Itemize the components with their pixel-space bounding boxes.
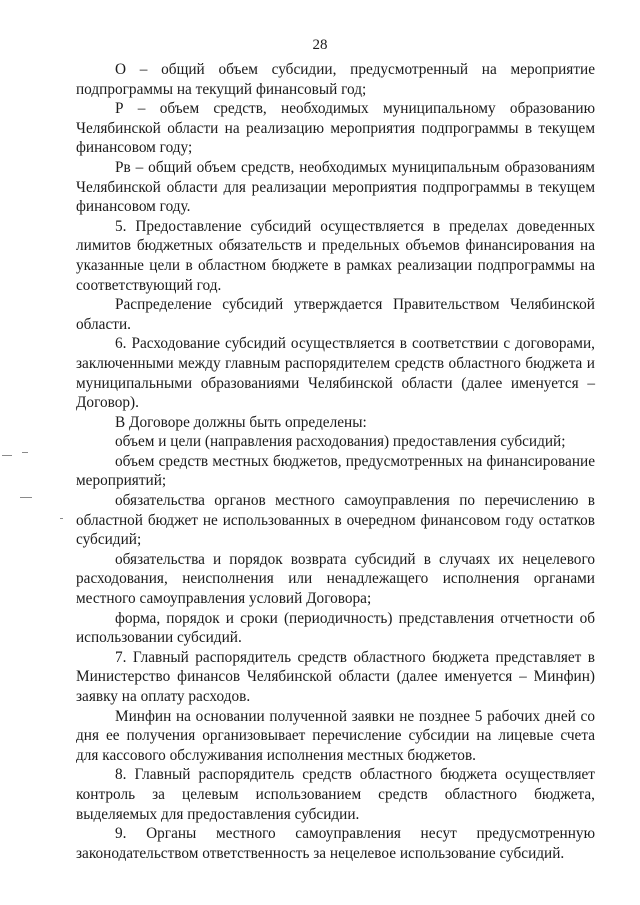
paragraph-definition-o: О – общий объем субсидии, предусмотренный на мероприятие подпрограммы на текущий финансовый год; xyxy=(76,61,595,98)
margin-scan-mark xyxy=(2,455,12,456)
list-item: обязательства органов местного самоуправления по перечислению в областной бюджет не использованных в очередном финансовом году остатков субсидий; xyxy=(76,492,595,549)
paragraph-definition-p: Р – объем средств, необходимых муниципальному образованию Челябинской области на реализацию мероприятия подпрограммы в текущем финансовом году; xyxy=(76,100,595,157)
margin-scan-mark xyxy=(20,497,32,498)
paragraph-definition-pv: Рв – общий объем средств, необходимых муниципальным образованиям Челябинской области для реализации мероприятия подпрограммы в текущем финансовом году. xyxy=(76,158,595,216)
paragraph-distribution: Распределение субсидий утверждается Правительством Челябинской области. xyxy=(76,296,595,333)
list-item: объем средств местных бюджетов, предусмотренных на финансирование мероприятий; xyxy=(76,452,595,490)
list-item: форма, порядок и сроки (периодичность) представления отчетности об использовании субсидий. xyxy=(76,609,595,647)
paragraph-clause-5: 5. Предоставление субсидий осуществляется в пределах доведенных лимитов бюджетных обязательств и предельных объемов финансирования на указанные цели в областном бюджете в рамках реализации подпрограммы на соответствующий год. xyxy=(76,217,595,294)
document-body xyxy=(76,60,595,863)
list-item: объем и цели (направления расходования) предоставления субсидий; xyxy=(115,433,566,451)
paragraph-clause-9: 9. Органы местного самоуправления несут предусмотренную законодательством ответственность за нецелевое использование субсидий. xyxy=(76,825,595,862)
list-item: обязательства и порядок возврата субсидий в случаях их нецелевого расходования, неисполнения или ненадлежащего исполнения органами местного самоуправления условий Договора; xyxy=(76,550,595,608)
paragraph-contract-intro: В Договоре должны быть определены: xyxy=(115,413,367,431)
paragraph-clause-7: 7. Главный распорядитель средств областного бюджета представляет в Министерство финансов Челябинской области (далее именуется – Минфин) заявку на оплату расходов. xyxy=(76,648,595,705)
paragraph-minfin: Минфин на основании полученной заявки не позднее 5 рабочих дней со дня ее получения организовывает перечисление субсидии на лицевые счета для кассового обслуживания исполнения местных бюджетов. xyxy=(76,707,595,764)
paragraph-clause-8: 8. Главный распорядитель средств областного бюджета осуществляет контроль за целевым использованием средств областного бюджета, выделяемых для предоставления субсидии. xyxy=(76,766,595,823)
margin-scan-mark xyxy=(22,452,28,453)
paragraph-clause-6: 6. Расходование субсидий осуществляется в соответствии с договорами, заключенными между главным распорядителем средств областного бюджета и муниципальными образованиями Челябинской области (далее именуется – Договор). xyxy=(76,335,595,412)
margin-scan-mark xyxy=(60,518,63,519)
page-number: 28 xyxy=(312,37,328,53)
